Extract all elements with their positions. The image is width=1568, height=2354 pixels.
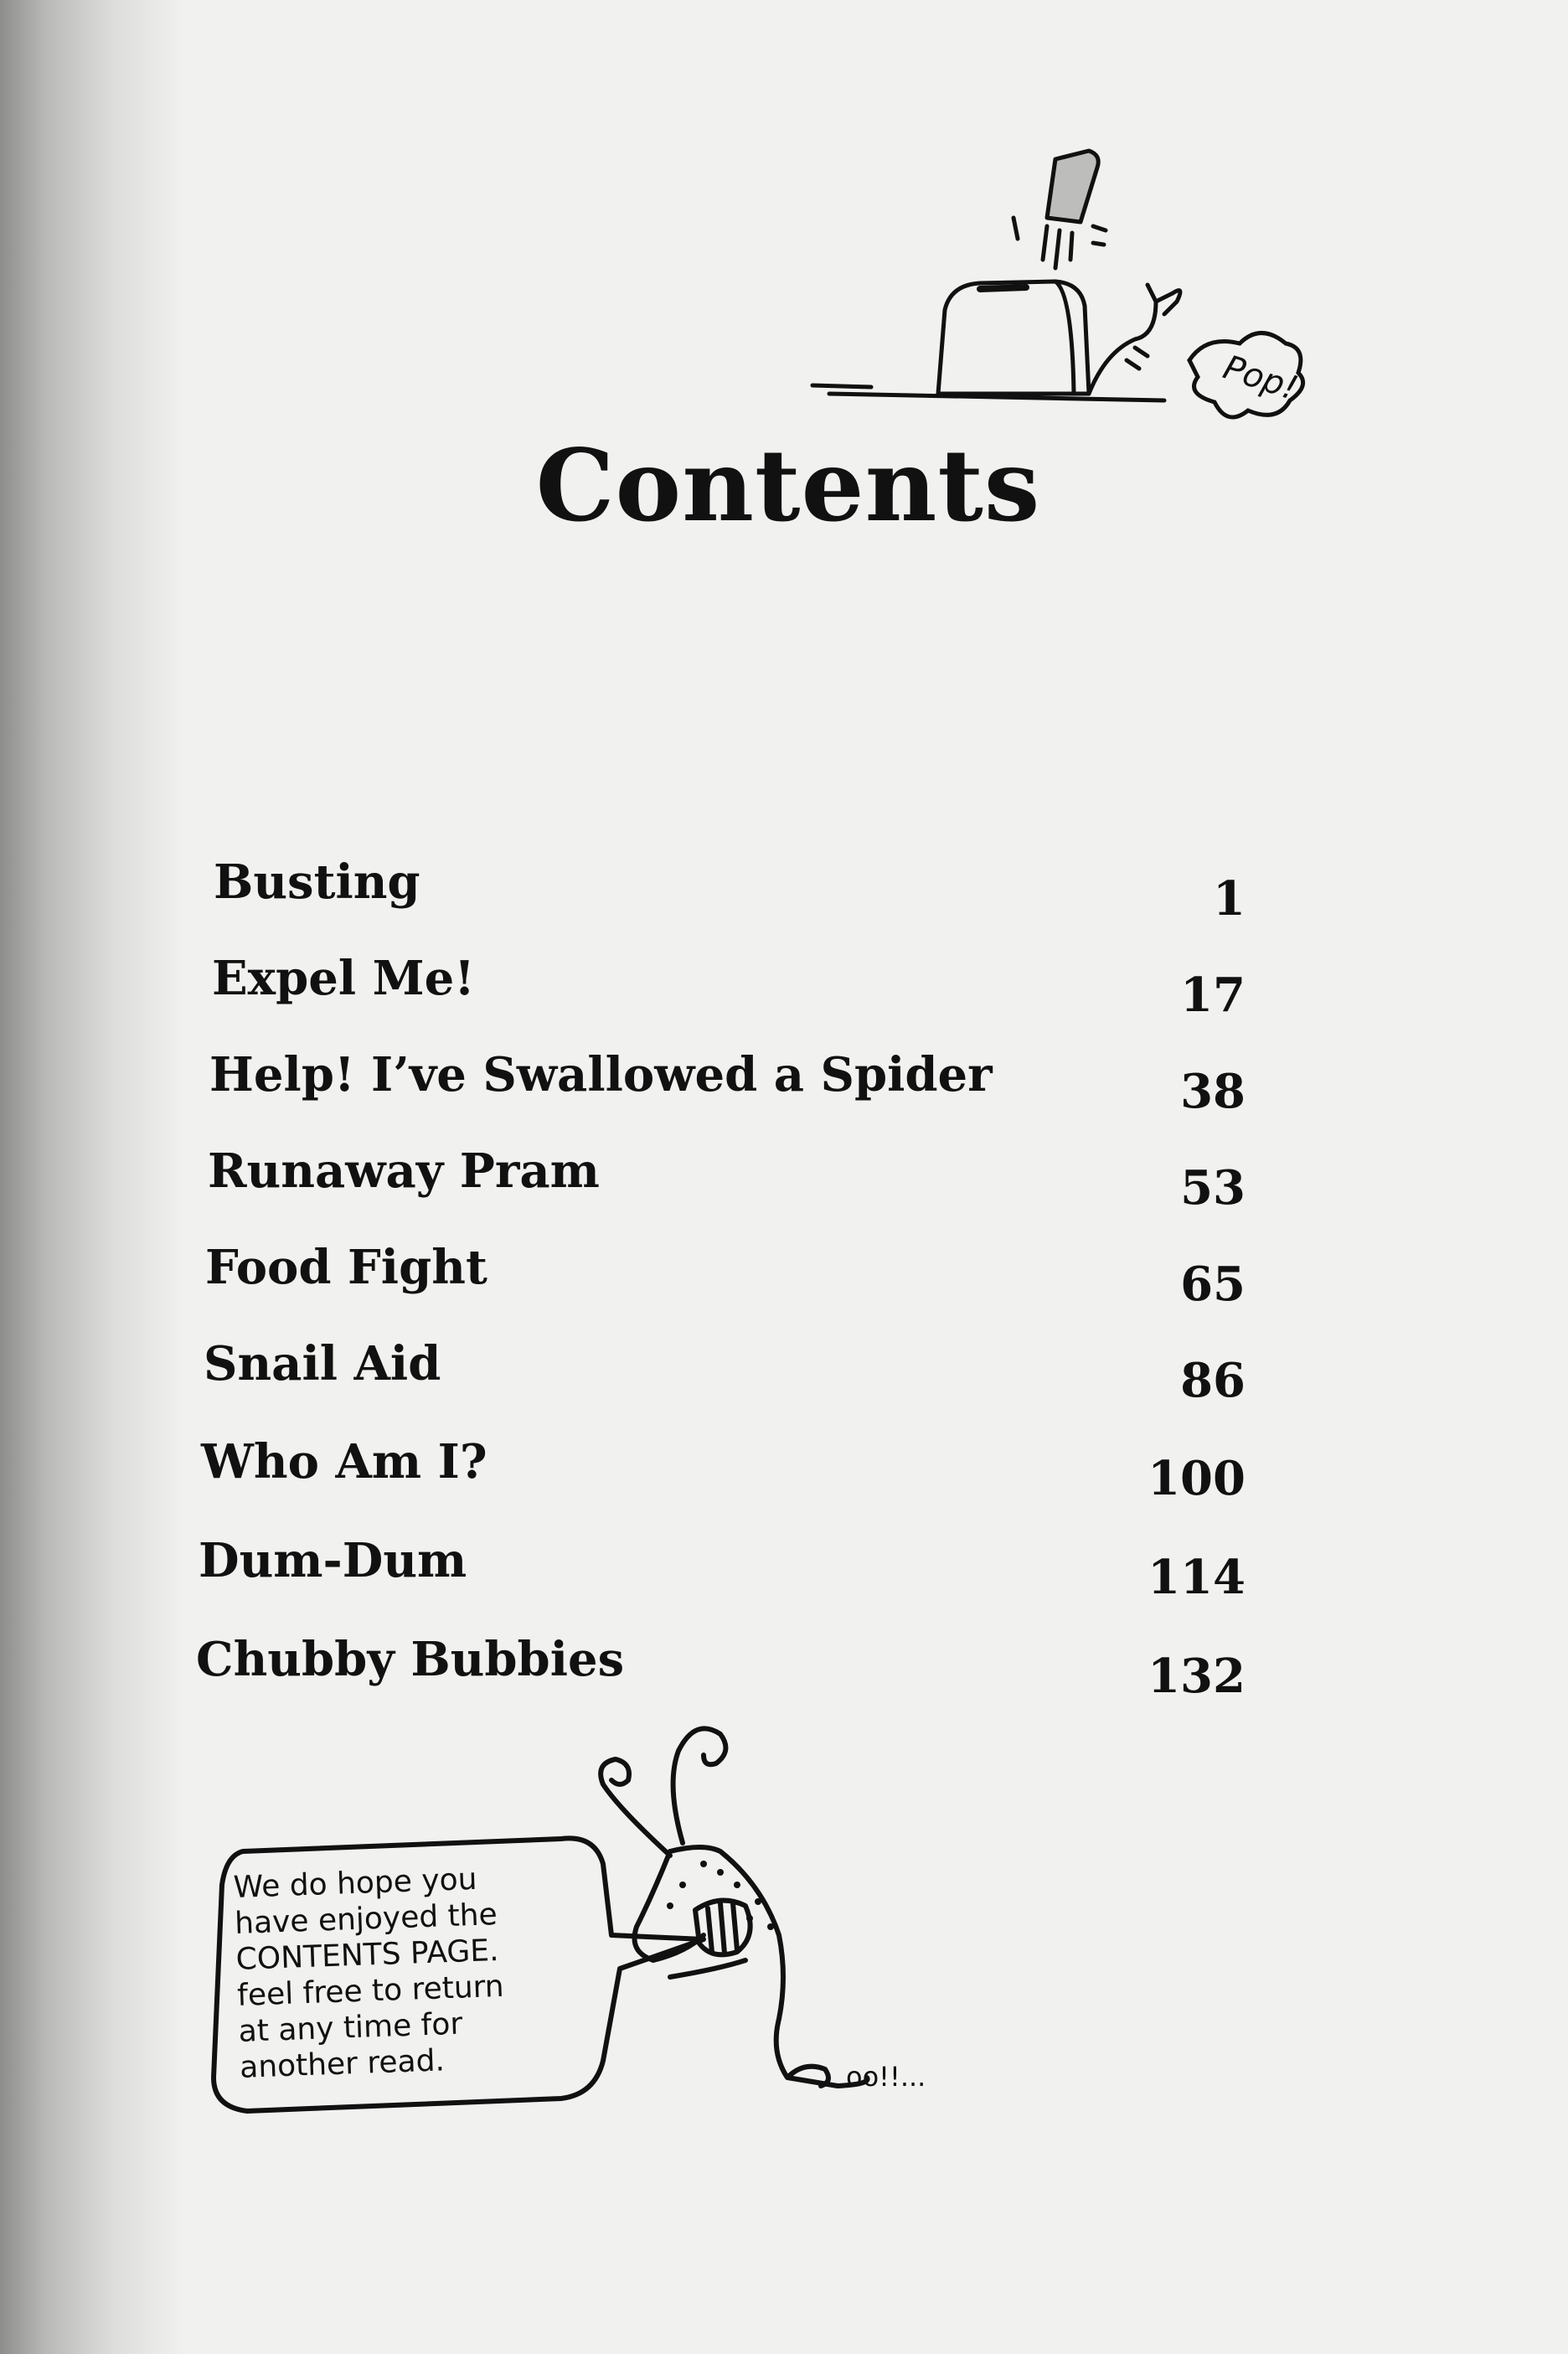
toc-page-number: 1: [1213, 871, 1246, 927]
toc-chapter-title: Food Fight: [205, 1240, 487, 1295]
snail-exclamation: oo!!...: [846, 2061, 926, 2093]
toc-chapter-title: Snail Aid: [204, 1336, 441, 1391]
speech-bubble-text: [233, 1856, 659, 2086]
toc-page-number: 114: [1148, 1550, 1246, 1605]
speech-line: feel free to return: [236, 1969, 505, 2013]
toc-row[interactable]: [0, 1533, 1568, 1605]
motion-lines: [1014, 218, 1106, 268]
toc-chapter-title: Runaway Pram: [208, 1143, 600, 1199]
speech-line: another read.: [239, 2043, 446, 2085]
pop-splat: [1189, 333, 1303, 418]
toc-row[interactable]: [0, 1434, 1568, 1506]
toc-row[interactable]: [0, 1143, 1568, 1216]
speech-line: We do hope you: [233, 1861, 478, 1905]
snail-body: [1089, 285, 1180, 394]
toc-chapter-title: Help! I’ve Swallowed a Spider: [209, 1047, 993, 1102]
toc-page-number: 100: [1148, 1451, 1246, 1506]
toc-chapter-title: Who Am I?: [201, 1434, 487, 1489]
speech-line: CONTENTS PAGE.: [235, 1933, 500, 1977]
toc-chapter-title: Busting: [214, 854, 420, 910]
toc-row[interactable]: [0, 1336, 1568, 1408]
toc-page-number: 65: [1180, 1257, 1246, 1312]
snail-head: [670, 1847, 868, 2086]
toc-row[interactable]: [0, 951, 1568, 1023]
toc-row[interactable]: [0, 1047, 1568, 1119]
snail-antenna-left: [601, 1759, 670, 1856]
page-title: Contents: [535, 427, 1041, 544]
toc-page-number: 86: [1180, 1353, 1246, 1408]
toc-chapter-title: Expel Me!: [212, 951, 475, 1006]
toc-row[interactable]: [0, 1240, 1568, 1312]
speech-line: at any time for: [238, 2006, 463, 2049]
toc-chapter-title: Chubby Bubbies: [196, 1632, 625, 1687]
speech-line: have enjoyed the: [234, 1897, 498, 1941]
toc-page-number: 38: [1180, 1064, 1246, 1119]
toaster-slot: [980, 287, 1026, 289]
toc-row[interactable]: [0, 854, 1568, 927]
snail-teeth: [695, 1901, 750, 1955]
toc-page-number: 17: [1180, 968, 1246, 1023]
pop-text: Pop!: [1218, 348, 1302, 409]
toast-slice: [1047, 151, 1098, 222]
toc-page-number: 53: [1180, 1160, 1246, 1216]
toc-chapter-title: Dum-Dum: [199, 1533, 467, 1588]
snail-antenna-right: [673, 1728, 726, 1843]
toc-page-number: 132: [1148, 1649, 1246, 1704]
